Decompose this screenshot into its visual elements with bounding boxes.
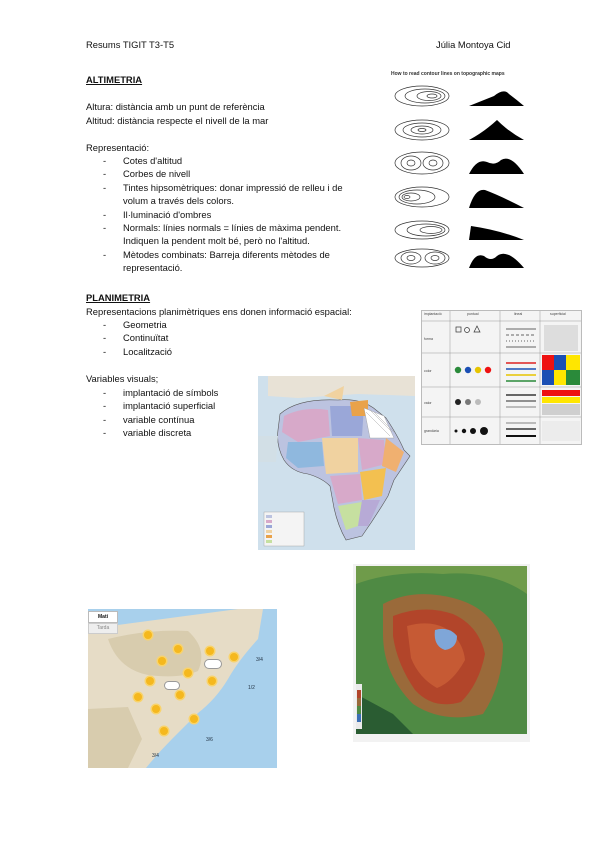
- variables-visuals-list: [86, 386, 286, 440]
- altimetria-title: ALTIMETRIA: [86, 74, 143, 85]
- tab-mati[interactable]: Matí: [88, 611, 118, 623]
- list-item: - implantació superficial: [86, 399, 286, 412]
- header-superficial: superficial: [550, 312, 566, 316]
- list-item: - Cotes d'altitud: [86, 154, 386, 167]
- header-lineal: lineal: [514, 312, 523, 316]
- sun-icon: [160, 727, 168, 735]
- planimetria-title: PLANIMETRIA: [86, 292, 151, 303]
- sun-icon: [206, 647, 214, 655]
- list-item: - Corbes de nivell: [86, 167, 386, 180]
- sun-icon: [230, 653, 238, 661]
- list-item: - Normals: línies normals = línies de màxima pendent.: [86, 221, 386, 234]
- list-item: - Il·luminació d'ombres: [86, 208, 386, 221]
- africa-map: [258, 376, 415, 550]
- sun-icon: [190, 715, 198, 723]
- contour-diagrams: [389, 70, 533, 270]
- sun-icon: [208, 677, 216, 685]
- row-grandaria: grandària: [424, 429, 439, 433]
- sun-icon: [176, 691, 184, 699]
- header-puntual: puntual: [467, 312, 479, 316]
- row-valor: valor: [424, 401, 432, 405]
- cloud-icon: [164, 681, 180, 690]
- tab-tarda[interactable]: Tarda: [88, 623, 118, 634]
- list-item: - Mètodes combinats: Barreja diferents mètodes de: [86, 248, 386, 261]
- relief-map-graphic: [353, 564, 530, 742]
- weather-map: [88, 609, 277, 768]
- sun-icon: [134, 693, 142, 701]
- list-item: - Continuïtat: [86, 331, 286, 344]
- variables-visuals-label: Variables visuals;: [86, 373, 159, 384]
- list-item: - implantació de símbols: [86, 386, 286, 399]
- wave-label: 1/2: [248, 685, 255, 691]
- row-forma: forma: [424, 337, 433, 341]
- header-right: Júlia Montoya Cid: [436, 39, 511, 50]
- planimetria-intro: Representacions planimètriques ens donen informació espacial:: [86, 306, 352, 317]
- representacio-list: [86, 154, 386, 275]
- sun-icon: [146, 677, 154, 685]
- africa-map-graphic: [258, 376, 415, 550]
- visual-variables-grid: [422, 311, 581, 444]
- relief-map: [353, 564, 530, 742]
- planimetria-list: [86, 318, 286, 358]
- altura-definition: Altura: distància amb un punt de referència: [86, 101, 265, 112]
- row-color: color: [424, 369, 432, 373]
- cloud-icon: [204, 659, 222, 669]
- sun-icon: [144, 631, 152, 639]
- wave-label: 3/4: [152, 753, 159, 759]
- visual-variables-table: [421, 310, 582, 445]
- list-item: - Tintes hipsomètriques: donar impressió de relleu i de: [86, 181, 386, 194]
- contour-lines-figure: [389, 70, 533, 270]
- list-item: - variable contínua: [86, 413, 286, 426]
- list-item-continuation: Indiquen la pendent molt bé, però no l'altitud.: [123, 235, 310, 247]
- altitud-definition: Altitud: distància respecte el nivell de la mar: [86, 115, 269, 126]
- list-item: - Geometria: [86, 318, 286, 331]
- representacio-label: Representació:: [86, 142, 150, 153]
- header-left: Resums TIGIT T3-T5: [86, 39, 175, 50]
- sun-icon: [158, 657, 166, 665]
- sun-icon: [174, 645, 182, 653]
- list-item-continuation: representació.: [123, 262, 183, 274]
- wave-label: 3/4: [256, 657, 263, 663]
- wave-label: 3/6: [206, 737, 213, 743]
- list-item: - variable discreta: [86, 426, 286, 439]
- sun-icon: [152, 705, 160, 713]
- list-item: - Localització: [86, 345, 286, 358]
- contour-figure-title: How to read contour lines on topographic maps: [391, 71, 505, 77]
- sun-icon: [184, 669, 192, 677]
- list-item-continuation: volum a través dels colors.: [123, 195, 234, 207]
- header-implantacio: implantació: [424, 312, 442, 316]
